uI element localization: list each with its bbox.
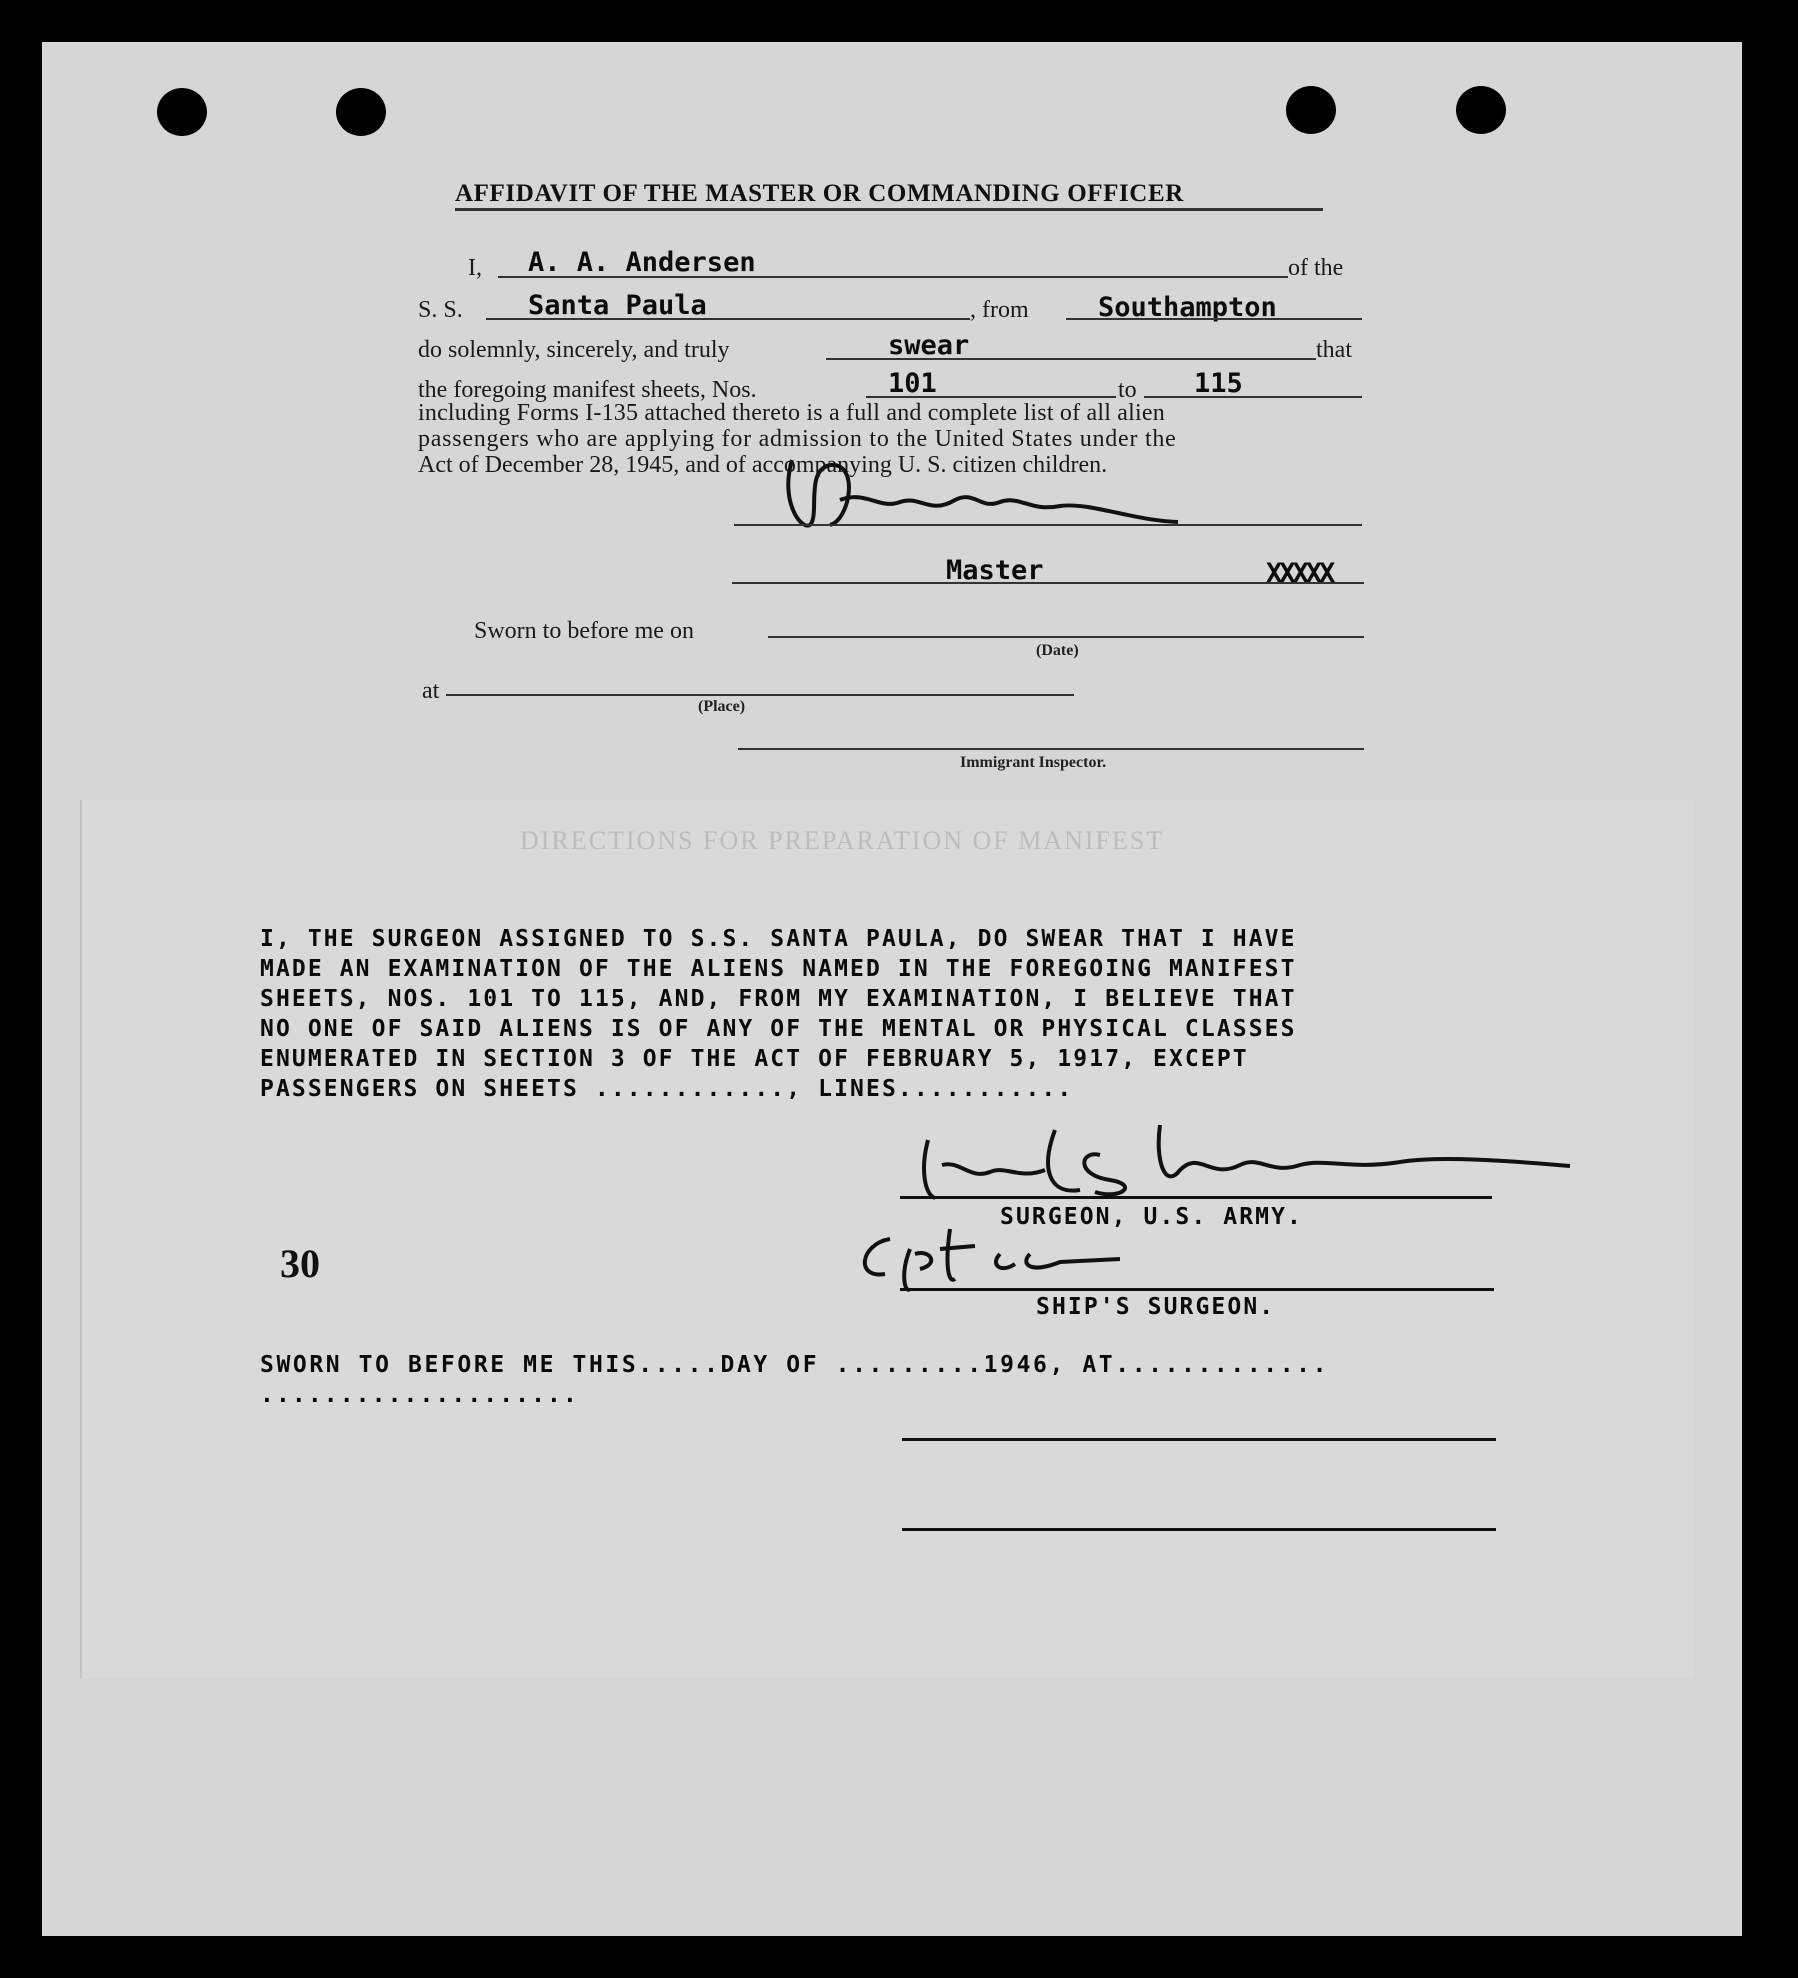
surgeon-sworn-line: SWORN TO BEFORE ME THIS.....DAY OF .........1946, AT............. <box>260 1352 1330 1378</box>
ship-name: Santa Paula <box>528 290 707 321</box>
surgeon-line1: I, THE SURGEON ASSIGNED TO S.S. SANTA PAULA, DO SWEAR THAT I HAVE <box>260 926 1297 952</box>
surgeon-line6: PASSENGERS ON SHEETS ............, LINES........... <box>260 1076 1074 1102</box>
surgeon-line2: MADE AN EXAMINATION OF THE ALIENS NAMED IN THE FOREGOING MANIFEST <box>260 956 1297 982</box>
surgeon-sworn-dots: .................... <box>260 1382 579 1408</box>
background-heading: DIRECTIONS FOR PREPARATION OF MANIFEST <box>520 826 1165 855</box>
master-name: A. A. Andersen <box>528 247 756 278</box>
label-ss: S. S. <box>418 297 463 323</box>
surgeon-signature <box>880 1110 1580 1210</box>
label-of-the: of the <box>1288 255 1344 281</box>
title-line <box>732 582 1364 584</box>
master-name-line <box>498 276 1288 278</box>
surgeon-title-army: SURGEON, U.S. ARMY. <box>1000 1204 1303 1230</box>
affidavit-title: AFFIDAVIT OF THE MASTER OR COMMANDING OFFICER <box>455 180 1184 207</box>
place-line <box>446 694 1074 696</box>
page-number: 30 <box>280 1241 320 1286</box>
surgeon-line3: SHEETS, NOS. 101 TO 115, AND, FROM MY EXAMINATION, I BELIEVE THAT <box>260 986 1297 1012</box>
label-that: that <box>1316 337 1352 363</box>
affidavit-body-line1: including Forms I-135 attached thereto is a full and complete list of all alien <box>418 400 1165 426</box>
title-underline <box>455 208 1323 211</box>
bleed-through-heading <box>440 84 449 116</box>
signer-title: Master <box>946 555 1044 586</box>
affidavit-body-line2: passengers who are applying for admission to the United States under the <box>418 426 1177 452</box>
label-solemnly: do solemnly, sincerely, and truly <box>418 337 730 363</box>
strikeout-text: XXXXX <box>1266 558 1333 589</box>
sheet-to: 115 <box>1194 368 1243 399</box>
signature-line <box>734 524 1362 526</box>
punch-hole <box>336 88 386 136</box>
surgeon-line4: NO ONE OF SAID ALIENS IS OF ANY OF THE MENTAL OR PHYSICAL CLASSES <box>260 1016 1297 1042</box>
ship-name-line <box>486 318 970 320</box>
inspector-line <box>738 748 1364 750</box>
label-to: to <box>1118 377 1137 403</box>
affidavit-body-line3: Act of December 28, 1945, and of accompanying U. S. citizen children. <box>418 452 1108 478</box>
oath-word: swear <box>888 330 970 361</box>
witness-line-2 <box>902 1528 1496 1531</box>
surgeon-line5: ENUMERATED IN SECTION 3 OF THE ACT OF FEBRUARY 5, 1917, EXCEPT <box>260 1046 1249 1072</box>
punch-hole <box>1456 86 1506 134</box>
captain-signature <box>850 1224 1150 1294</box>
port-line <box>1066 318 1362 320</box>
label-inspector: Immigrant Inspector. <box>960 754 1107 771</box>
witness-line-1 <box>902 1438 1496 1441</box>
port-name: Southampton <box>1098 292 1277 323</box>
label-sworn: Sworn to before me on <box>474 618 694 644</box>
oath-line <box>826 358 1316 360</box>
sheet-to-line <box>1144 396 1362 398</box>
label-date: (Date) <box>1036 642 1079 659</box>
punch-hole <box>1286 86 1336 134</box>
date-line <box>768 636 1364 638</box>
label-sheets: the foregoing manifest sheets, Nos. <box>418 377 757 403</box>
sheet-from-line <box>866 396 1116 398</box>
ships-surgeon-line <box>900 1288 1494 1291</box>
ships-surgeon-title: SHIP'S SURGEON. <box>1036 1294 1276 1320</box>
label-i: I, <box>468 255 482 281</box>
surgeon-signature-line <box>900 1196 1492 1199</box>
punch-hole <box>157 88 207 136</box>
label-at: at <box>422 678 440 704</box>
label-place: (Place) <box>698 698 746 715</box>
label-from: , from <box>970 297 1029 323</box>
sheet-from: 101 <box>888 368 937 399</box>
